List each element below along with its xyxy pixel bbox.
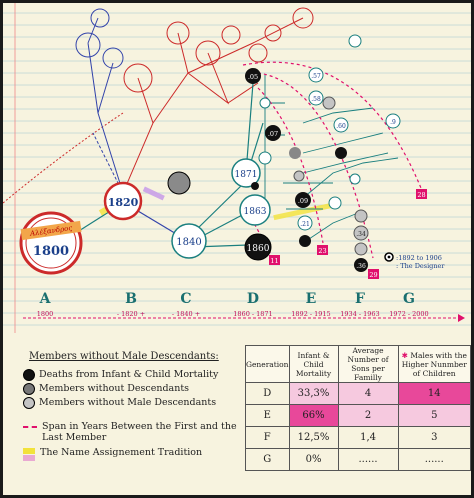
header-males: ✱ Males with the Higher Nunmber of Children [398,346,470,383]
legend-item-no-descendants [23,383,189,395]
end-marker-28: 28 [417,191,426,199]
table-row [246,449,471,471]
table-header-row [246,346,471,383]
end-marker-29: 29 [369,271,378,279]
gen-letter-f: F [355,291,365,307]
cell-males: 3 [398,427,470,449]
gen-letter-e: E [305,291,317,307]
timeline-arrowhead [458,314,465,322]
cell-sons: 4 [338,383,398,405]
cell-males: 14 [398,383,470,405]
node-1871: 1871 [234,170,258,180]
node-1860: 1860 [246,244,270,254]
node-07: .07 [267,130,279,138]
node-05: .05 [247,73,259,81]
cell-sons: ...... [338,449,398,471]
gray-dot-icon [23,383,35,395]
node-36: .36 [356,263,366,270]
legend-label: Members without Male Descendants [39,397,217,408]
gen-letter-b: B [125,291,137,307]
designer-icon-dot [388,256,391,259]
header-mortality: Infant & Child Mortality [289,346,338,383]
legend-label: Deaths from Infant & Child Mortality [39,369,219,380]
statistics-table [245,345,471,471]
cell-males: ...... [398,449,470,471]
end-marker-23: 23 [318,247,327,255]
table-row [246,427,471,449]
cell-gen: F [246,427,290,449]
node-58: .58 [311,96,321,103]
gray-member-c [168,172,190,194]
gen-range-b: - 1820 + [116,310,146,318]
dashed-line-icon [23,426,37,428]
gen-range-d: 1860 - 1871 [233,310,273,318]
gen-range-f: 1934 - 1963 [340,310,380,318]
gen-range-g: 1972 - 2000 [389,310,429,318]
tradition-bar-3 [143,187,165,201]
node-1820: 1820 [107,196,139,209]
cell-males: 5 [398,405,470,427]
header-sons: Average Number of Sons per Familly [338,346,398,383]
node-1800: 1800 [32,244,70,259]
gen-letter-d: D [246,291,260,307]
legend-heading: Members without Male Descendants: [29,351,219,362]
gen-range-a: 1800 [36,310,54,318]
node-21: .21 [300,221,310,228]
tradition-swatch-icon [23,447,40,461]
node-09: .09 [297,197,309,205]
cell-sons: 2 [338,405,398,427]
legend-item-span [23,421,238,443]
node-9: .9 [390,119,396,126]
node-60: .60 [336,123,346,130]
black-dot-icon [23,369,35,381]
legend-label: Span in Years Between the First and the Last Member [42,421,237,443]
header-males-text: Males with the Higher Nunmber of Children [401,350,467,378]
cell-mortality: 12,5% [289,427,338,449]
cell-mortality: 0% [289,449,338,471]
legend-item-tradition [23,447,238,461]
node-57: .57 [311,73,321,80]
gen-range-c: - 1840 + [171,310,201,318]
cell-gen: E [246,405,290,427]
blue-branch [76,9,123,193]
cell-sons: 1,4 [338,427,398,449]
gen-letter-c: C [180,291,192,307]
root-name: Αλέξανδρος [29,224,73,238]
legend-label: Members without Descendants [39,383,190,394]
node-34: .34 [356,231,366,238]
timeline-letters [39,291,415,307]
node-1863: 1863 [243,207,267,217]
designer-years: :1892 to 1906 [396,254,442,262]
gen-range-e: 1892 - 1915 [291,310,331,318]
node-1840: 1840 [176,237,202,248]
gen-letter-a: A [39,291,51,307]
legend-label: The Name Assignement Tradition [40,447,203,458]
end-marker-11: 11 [270,257,279,265]
cell-mortality: 66% [289,405,338,427]
table-row [246,383,471,405]
lineage-lines [63,83,263,247]
table-row [246,405,471,427]
gen-letter-g: G [403,291,415,307]
legend-item-infant [23,369,218,381]
page [3,3,471,495]
cell-mortality: 33,3% [289,383,338,405]
cell-gen: D [246,383,290,405]
cell-gen: G [246,449,290,471]
header-generation: Generation [246,346,290,383]
legend-item-no-male [23,397,216,409]
light-gray-dot-icon [23,397,35,409]
timeline-ranges [37,310,429,318]
designer-label: : The Designer [396,262,445,270]
